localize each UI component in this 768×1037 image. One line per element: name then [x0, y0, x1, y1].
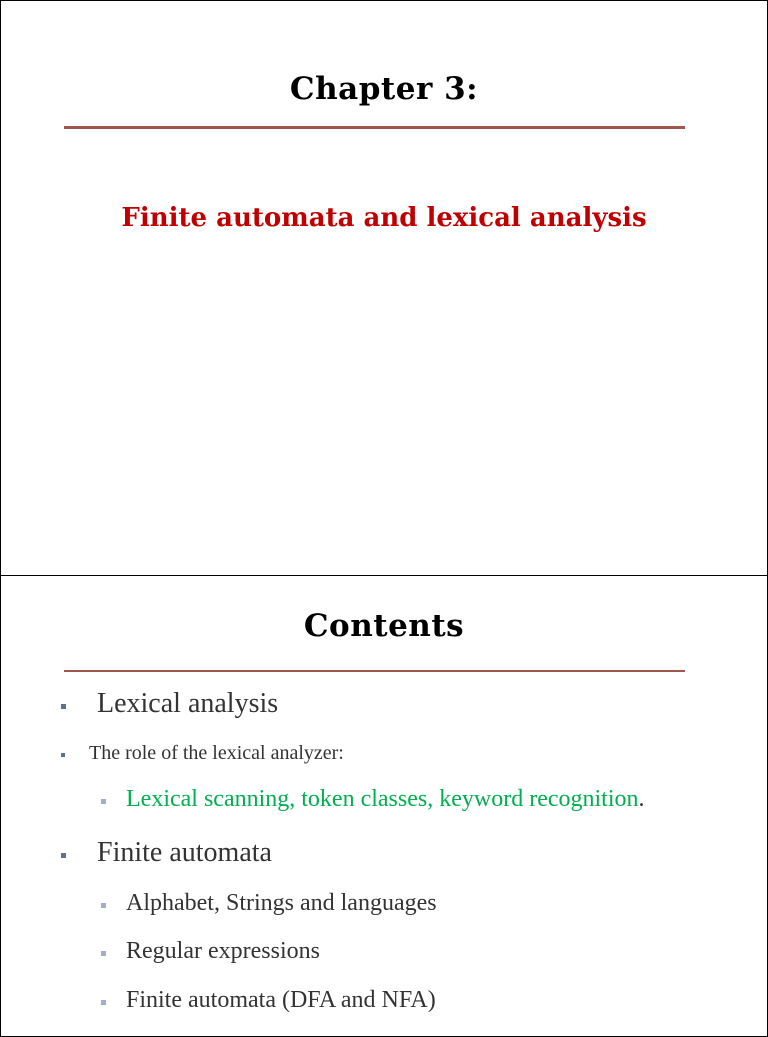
- list-item-text: Alphabet, Strings and languages: [126, 890, 437, 916]
- bullet-icon: [101, 951, 106, 956]
- bullet-icon: [61, 753, 65, 757]
- title-divider: [64, 670, 685, 672]
- slide-1-title: Chapter 3:: [289, 71, 479, 107]
- bullet-icon: [101, 799, 106, 804]
- bullet-icon: [101, 1000, 106, 1005]
- bullet-icon: [101, 903, 106, 908]
- list-item-text: Finite automata: [97, 837, 272, 868]
- list-item-text: Regular expressions: [126, 938, 320, 964]
- title-divider: [64, 126, 685, 129]
- list-item-text: Finite automata (DFA and NFA): [126, 987, 436, 1013]
- list-item-text: Lexical scanning, token classes, keyword recognition: [126, 786, 639, 812]
- bullet-icon: [61, 853, 66, 858]
- slide-2: [0, 575, 768, 1037]
- list-item-text: Lexical analysis: [97, 688, 279, 719]
- slide-1-subtitle: Finite automata and lexical analysis: [121, 203, 647, 233]
- slide-2-title: Contents: [303, 608, 465, 644]
- list-item-text: The role of the lexical analyzer:: [89, 742, 344, 764]
- list-item-suffix: .: [638, 786, 645, 812]
- bullet-icon: [61, 704, 66, 709]
